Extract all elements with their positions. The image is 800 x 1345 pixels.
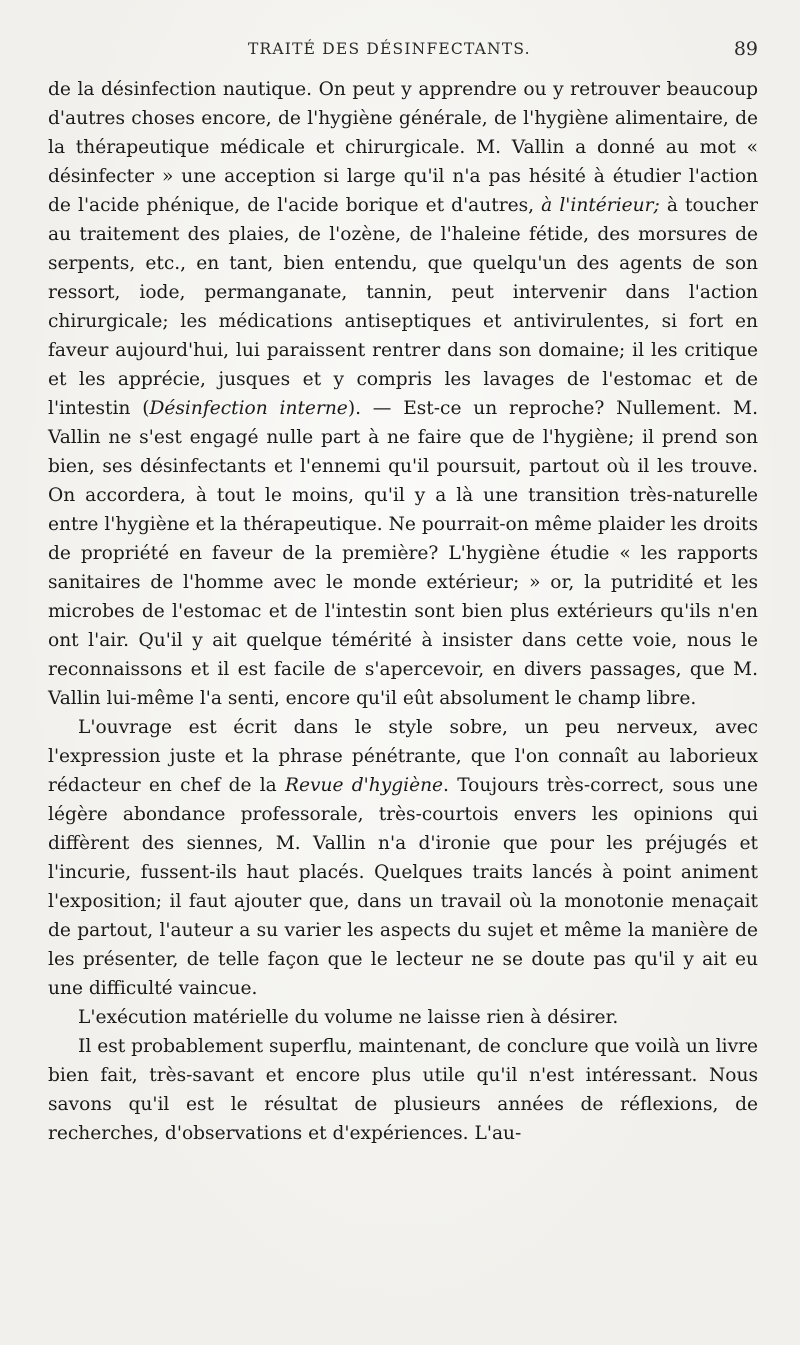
- paragraph-1-italic-desinfection-interne: Désinfection interne: [149, 398, 348, 419]
- running-title: TRAITÉ DES DÉSINFECTANTS.: [248, 40, 531, 58]
- paragraph-2-text-b: . Toujours très-correct, sous une légère abondance professorale, très-courtois envers les opinions qui diffèrent des siennes, M. Vallin n'a d'ironie que pour les préjugés et l'incurie, fussent-ils haut placés. Quelques traits lancés à point animent l'exposition; il faut ajouter que, dans un travail où la monotonie menaçait de partout, l'auteur a su varier les aspects du sujet et même la manière de les présenter, de telle façon que le lecteur ne se doute pas qu'il y ait eu une difficulté vaincue.: [48, 775, 758, 999]
- paragraph-3: L'exécution matérielle du volume ne laisse rien à désirer.: [78, 1007, 619, 1028]
- paragraph-4: Il est probablement superflu, maintenant, de conclure que voilà un livre bien fait, très-savant et encore plus utile qu'il n'est intéressant. Nous savons qu'il est le résultat de plusieurs années de réflexions, de recherches, d'observations et d'expériences. L'au-: [48, 1036, 758, 1144]
- paragraph-2: [48, 713, 758, 1003]
- page-header: [48, 36, 758, 66]
- paragraph-1: [48, 75, 758, 713]
- paragraph-2-text-a: L'ouvrage est écrit dans le style sobre, un peu nerveux, avec l'expression juste et la phrase pénétrante, que l'on connaît au laborieux rédacteur en chef de la: [48, 717, 758, 796]
- page-number: 89: [733, 38, 758, 60]
- paragraph-1-italic-a-l-interieur: à l'intérieur;: [541, 195, 660, 216]
- paragraph-2-italic-revue-d-hygiene: Revue d'hygiène: [285, 775, 444, 796]
- body-text: [48, 75, 758, 1148]
- paragraph-1-text-a: de la désinfection nautique. On peut y apprendre ou y retrouver beaucoup d'autres choses encore, de l'hygiène générale, de l'hygiène alimentaire, de la thérapeutique médicale et chirurgicale. M. Vallin a donné au mot « désinfecter » une acception si large qu'il n'a pas hésité à étudier l'action de l'acide phénique, de l'acide borique et d'autres,: [48, 79, 758, 216]
- paragraph-1-text-c: ). — Est-ce un reproche? Nullement. M. Vallin ne s'est engagé nulle part à ne faire que de l'hygiène; il prend son bien, ses désinfectants et l'ennemi qu'il poursuit, partout où il les trouve. On accordera, à tout le moins, qu'il y a là une transition très-naturelle entre l'hygiène et la thérapeutique. Ne pourrait-on même plaider les droits de propriété en faveur de la première? L'hygiène étudie « les rapports sanitaires de l'homme avec le monde extérieur; » or, la putridité et les microbes de l'estomac et de l'intestin sont bien plus extérieurs qu'ils n'en ont l'air. Qu'il y ait quelque témérité à insister dans cette voie, nous le reconnaissons et il est facile de s'apercevoir, en divers passages, que M. Vallin lui-même l'a senti, encore qu'il eût absolument le champ libre.: [48, 398, 758, 709]
- paragraph-1-text-b: à toucher au traitement des plaies, de l'ozène, de l'haleine fétide, des morsures de serpents, etc., en tant, bien entendu, que quelqu'un des agents de son ressort, iode, permanganate, tannin, peut intervenir dans l'action chirurgicale; les médications antiseptiques et antivirulentes, si fort en faveur aujourd'hui, lui paraissent rentrer dans son domaine; il les critique et les apprécie, jusques et y compris les lavages de l'estomac et de l'intestin (: [48, 195, 758, 419]
